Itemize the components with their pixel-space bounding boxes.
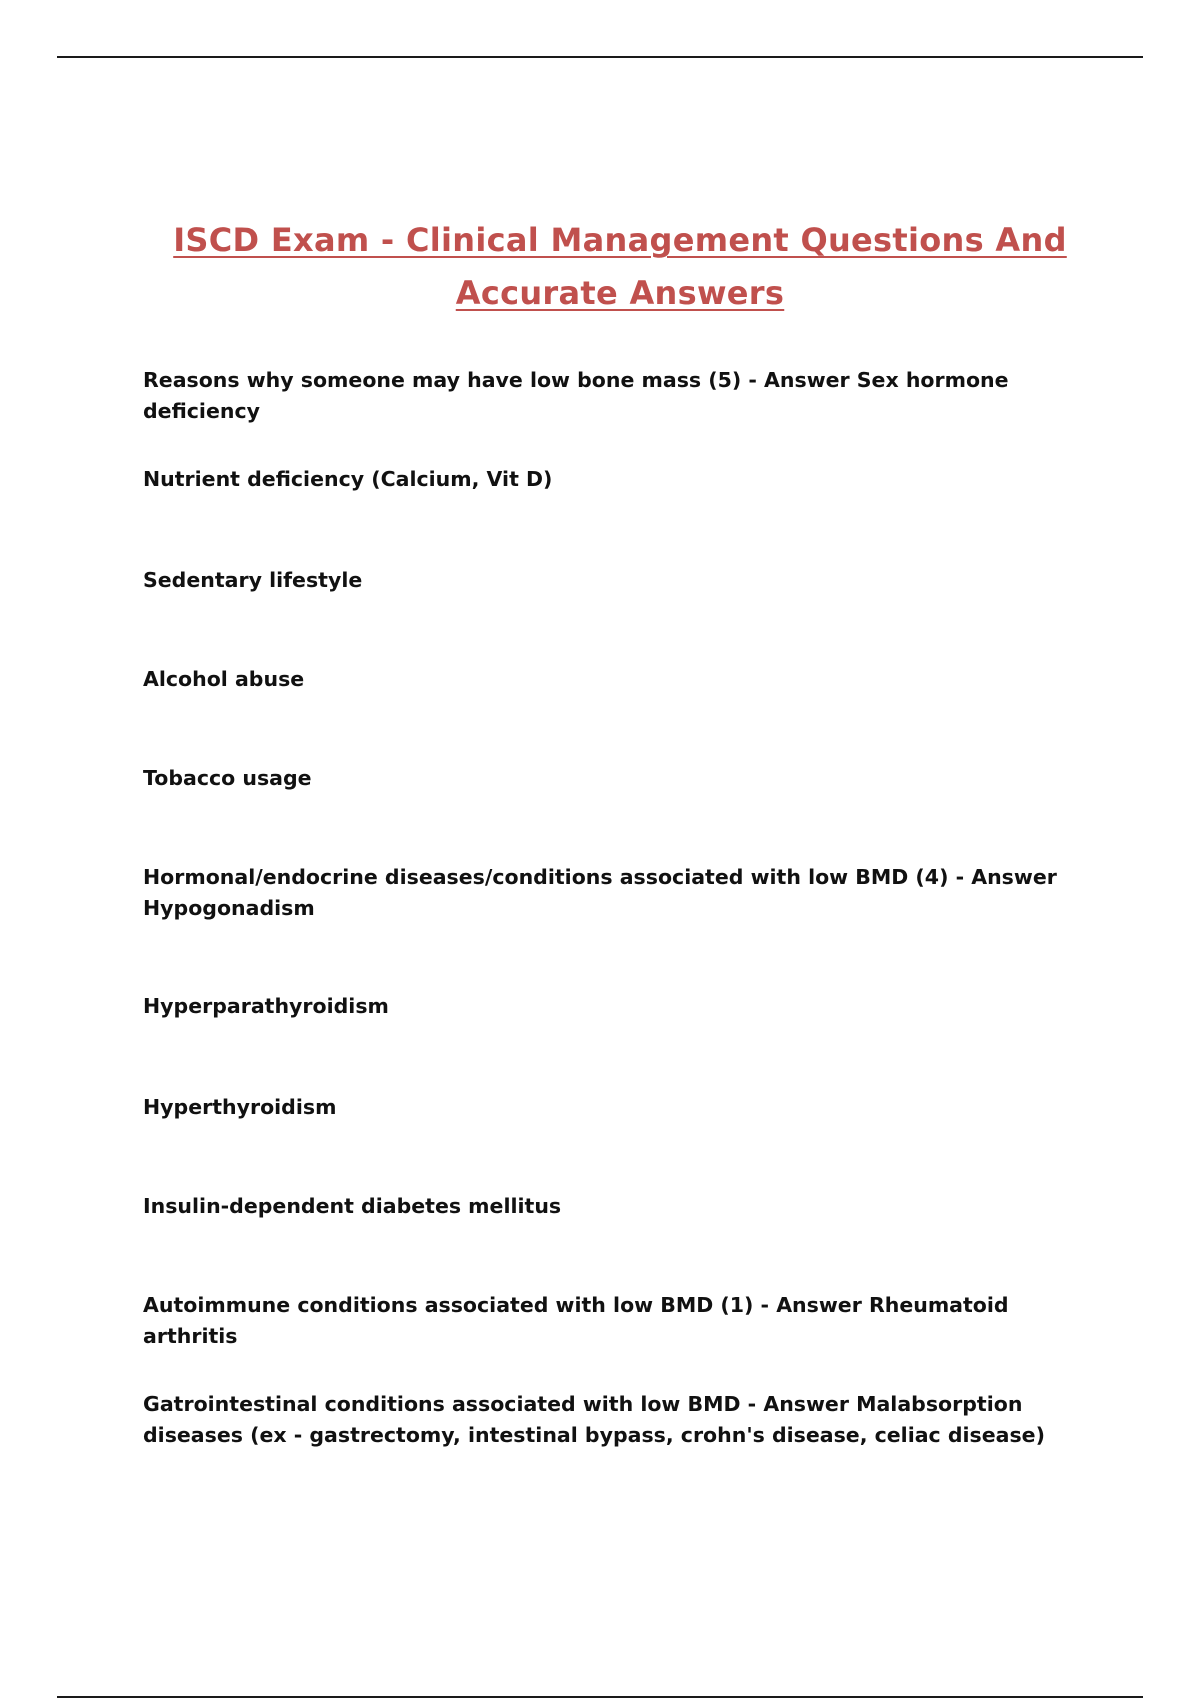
qa-entry: Gatrointestinal conditions associated with low BMD - Answer Malabsorption diseases (ex - gastrectomy, intestinal bypass, crohn's disease, celiac disease): [143, 1392, 1045, 1447]
list-item: Hyperthyroidism: [143, 1095, 337, 1119]
list-item: Nutrient deficiency (Calcium, Vit D): [143, 467, 553, 491]
qa-entry: Autoimmune conditions associated with low BMD (1) - Answer Rheumatoid arthritis: [143, 1293, 1009, 1348]
document-title: ISCD Exam - Clinical Management Questions And Accurate Answers: [173, 221, 1067, 313]
header-rule: [57, 56, 1143, 58]
footer-rule: [57, 1696, 1143, 1698]
qa-entry: Hormonal/endocrine diseases/conditions associated with low BMD (4) - Answer Hypogonadism: [143, 865, 1057, 920]
list-item: Sedentary lifestyle: [143, 568, 363, 592]
list-item: Alcohol abuse: [143, 667, 305, 691]
list-item: Insulin-dependent diabetes mellitus: [143, 1194, 562, 1218]
list-item: Hyperparathyroidism: [143, 994, 389, 1018]
qa-entry: Reasons why someone may have low bone mass (5) - Answer Sex hormone deficiency: [143, 368, 1009, 423]
list-item: Tobacco usage: [143, 766, 312, 790]
